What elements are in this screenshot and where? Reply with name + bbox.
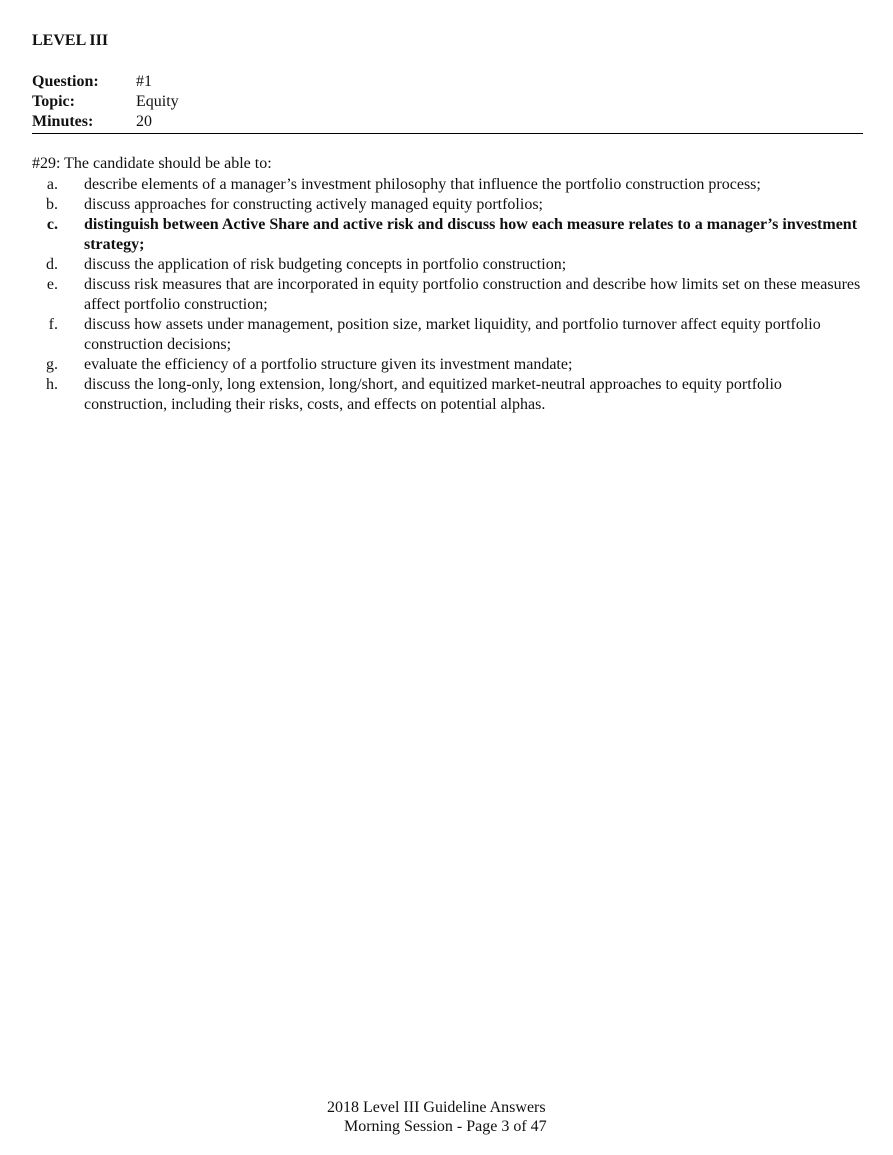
los-text: discuss risk measures that are incorporated in equity portfolio construction and describe how limits set on these measures affect portfolio construction;	[84, 276, 861, 313]
los-list	[32, 175, 862, 415]
question-value: #1	[136, 73, 152, 90]
los-text: discuss approaches for constructing actively managed equity portfolios;	[84, 196, 543, 213]
los-marker: c.	[46, 216, 58, 233]
minutes-row	[32, 112, 863, 132]
los-item-c	[32, 215, 862, 255]
minutes-label: Minutes:	[32, 113, 94, 130]
los-item-h	[32, 375, 862, 415]
los-item-e	[32, 275, 862, 315]
los-marker: h.	[46, 376, 58, 393]
los-marker: e.	[46, 276, 58, 293]
question-meta-table	[32, 72, 863, 134]
los-item-a	[32, 175, 862, 195]
question-label: Question:	[32, 73, 99, 90]
learning-outcomes	[32, 154, 862, 415]
los-marker: g.	[46, 356, 58, 373]
los-text: evaluate the efficiency of a portfolio structure given its investment mandate;	[84, 356, 573, 373]
los-text: describe elements of a manager’s investment philosophy that influence the portfolio construction process;	[84, 176, 761, 193]
los-marker: d.	[46, 256, 58, 273]
los-item-d	[32, 255, 862, 275]
minutes-value: 20	[136, 113, 152, 130]
los-text: discuss how assets under management, position size, market liquidity, and portfolio turnover affect equity portfolio construction decisions;	[84, 316, 821, 353]
footer-document-title: 2018 Level III Guideline Answers	[327, 1099, 546, 1116]
los-item-g	[32, 355, 862, 375]
page-title: LEVEL III	[32, 32, 109, 49]
question-row	[32, 72, 863, 92]
los-marker: b.	[46, 196, 58, 213]
los-item-b	[32, 195, 862, 215]
los-item-f	[32, 315, 862, 355]
topic-row	[32, 92, 863, 112]
los-marker: f.	[48, 316, 58, 333]
los-marker: a.	[46, 176, 58, 193]
los-intro: #29: The candidate should be able to:	[32, 155, 272, 172]
los-text: distinguish between Active Share and active risk and discuss how each measure relates to a manager’s investment strategy;	[84, 216, 858, 253]
los-text: discuss the long-only, long extension, long/short, and equitized market-neutral approaches to equity portfolio construction, including their risks, costs, and effects on potential alphas.	[84, 376, 782, 413]
topic-value: Equity	[136, 93, 179, 110]
los-text: discuss the application of risk budgeting concepts in portfolio construction;	[84, 256, 567, 273]
footer-page-number: Morning Session - Page 3 of 47	[344, 1118, 547, 1135]
topic-label: Topic:	[32, 93, 75, 110]
